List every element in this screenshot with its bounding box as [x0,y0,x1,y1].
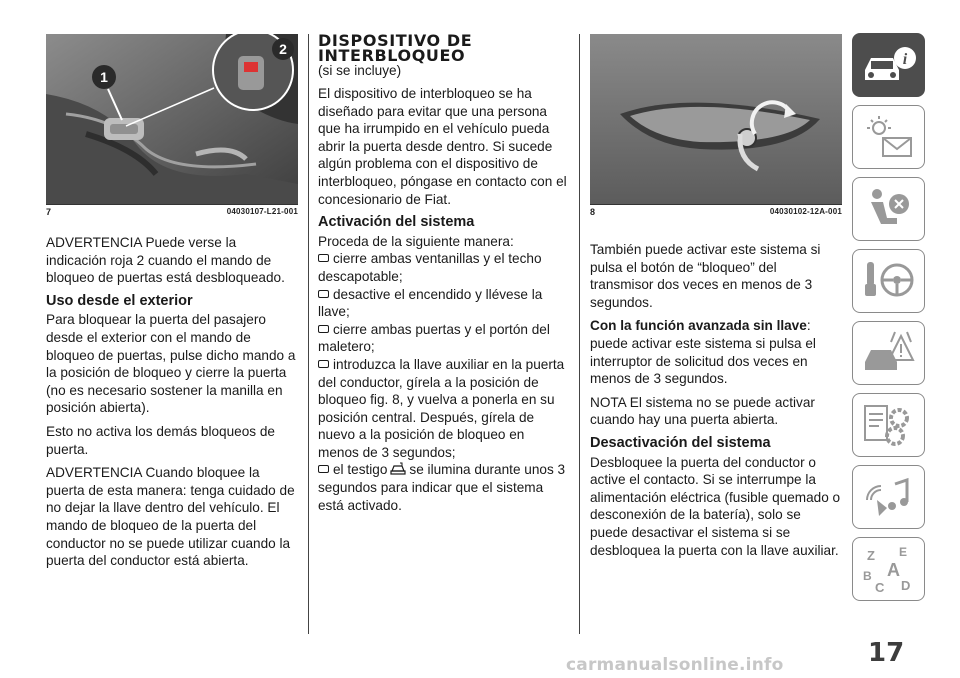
tab-seats-airbags[interactable] [852,177,925,241]
watermark: carmanualsonline.info [566,655,784,675]
tab-multimedia[interactable] [852,465,925,529]
svg-text:i: i [902,51,908,68]
svg-text:E: E [899,545,908,559]
page-number: 17 [868,638,905,668]
paragraph-exterior-use: Para bloquear la puerta del pasajero desde el exterior con el mando de bloqueo de puertas, pulse dicho mando a la posición de bloqueo y cierre la puerta (no es necesario sostener la manilla en posición abierta). [46,312,296,416]
figure-number: 8 [590,207,596,217]
paragraph-keyless: Con la función avanzada sin llave: puede activar este sistema si pulsa el interruptor de solicitud dos veces en menos de 3 segundos. [590,318,816,387]
list-item: cierre ambas ventanillas y el techo descapotable; [318,251,542,284]
section-title-line-2: INTERBLOQUEO [318,46,466,65]
tab-maintenance[interactable] [852,393,925,457]
bullet-icon [318,360,329,368]
column-2 [318,33,568,514]
figure-key-rotation [590,34,842,204]
svg-text:C: C [875,580,885,595]
paragraph-transmitter: También puede activar este sistema si pulsa el botón de “bloqueo” del transmisor dos veces en menos de 3 segundos. [590,242,821,310]
svg-text:B: B [863,569,872,583]
bullet-icon [318,290,329,298]
section-heading-exterior: Uso desde el exterior [46,292,193,309]
figure-code: 04030107-L21-001 [226,207,298,216]
paragraph-interlock-intro: El dispositivo de interbloqueo se ha diseñado para evitar que una persona que ha irrumpido en el vehículo pueda abrir la puerta desde dentro. Si sucede algún problema con el dispositivo de interbloqueo, póngase en contacto con el concesionario de Fiat. [318,86,567,207]
warning-lights-message-icon [861,112,917,164]
figure-number: 7 [46,207,52,217]
figure-door-lock-knob [46,34,298,204]
svg-text:D: D [901,578,911,593]
bullet-icon [318,254,329,262]
tab-emergency[interactable] [852,321,925,385]
section-heading-deactivation: Desactivación del sistema [590,434,771,451]
section-subtitle: (si se incluye) [318,63,402,78]
figure-caption-7 [46,207,298,217]
callout-1: 1 [100,69,108,85]
security-light-icon [389,462,407,476]
column-1 [46,234,298,576]
column-divider [579,34,580,634]
warning-paragraph-2: ADVERTENCIA Cuando bloquee la puerta de esta manera: tenga cuidado de no dejar la llave dentro del vehículo. El mando de bloqueo de la puerta del conductor no se puede utilizar cuando la puerta del conductor está abierta. [46,465,295,569]
bullet-icon [318,465,329,473]
bullet-icon [318,325,329,333]
list-item: cierre ambas puertas y el portón del maletero; [318,321,550,355]
tab-warning-lights[interactable] [852,105,925,169]
paragraph-procedure: Proceda de la siguiente manera: [318,233,514,249]
figure-caption-8 [590,207,842,217]
car-info-icon [861,40,917,92]
figure-code: 04030102-12A-001 [769,207,842,216]
svg-text:A: A [887,560,900,580]
column-divider [308,34,309,634]
list-item: desactive el encendido y llévese la llave; [318,286,543,320]
column-3 [590,241,842,565]
emergency-car-icon [861,328,917,380]
svg-text:Z: Z [867,548,875,563]
key-steering-wheel-icon [861,256,917,308]
seat-airbag-icon [861,184,917,236]
paragraph-deactivation: Desbloquee la puerta del conductor o active el contacto. Si se interrumpe la alimentación eléctrica (fusible quemado o desconexión de la batería), solo se puede desactivar el sistema si se desbloquea la puerta con la llave auxiliar. [590,454,841,558]
multimedia-icon [861,472,917,524]
list-item: introduzca la llave auxiliar en la puerta del conductor, gírela a la posición de bloqueo fig. 8, y vuelva a ponerla en su posición central. Después, gírela de nuevo a la posición de bloqueo en menos de 3 segundos; [318,356,565,460]
warning-paragraph-1: ADVERTENCIA Puede verse la indicación roja 2 cuando el mando de bloqueo de puertas está desbloqueado. [46,235,285,286]
note-paragraph: NOTA El sistema no se puede activar cuando hay una puerta abierta. [590,394,815,428]
list-item: el testigo se ilumina durante unos 3 segundos para indicar que el sistema está activado. [318,462,566,513]
alphabetical-index-icon [861,544,917,596]
section-heading-activation: Activación del sistema [318,214,475,231]
tab-car-info[interactable] [852,33,925,97]
paragraph-other-locks: Esto no activa los demás bloqueos de puerta. [46,423,275,457]
tab-starting-driving[interactable] [852,249,925,313]
tab-index[interactable] [852,537,925,601]
callout-2: 2 [279,41,287,57]
maintenance-gears-icon [861,400,917,452]
section-title-line-1: DISPOSITIVO DE [318,31,473,50]
